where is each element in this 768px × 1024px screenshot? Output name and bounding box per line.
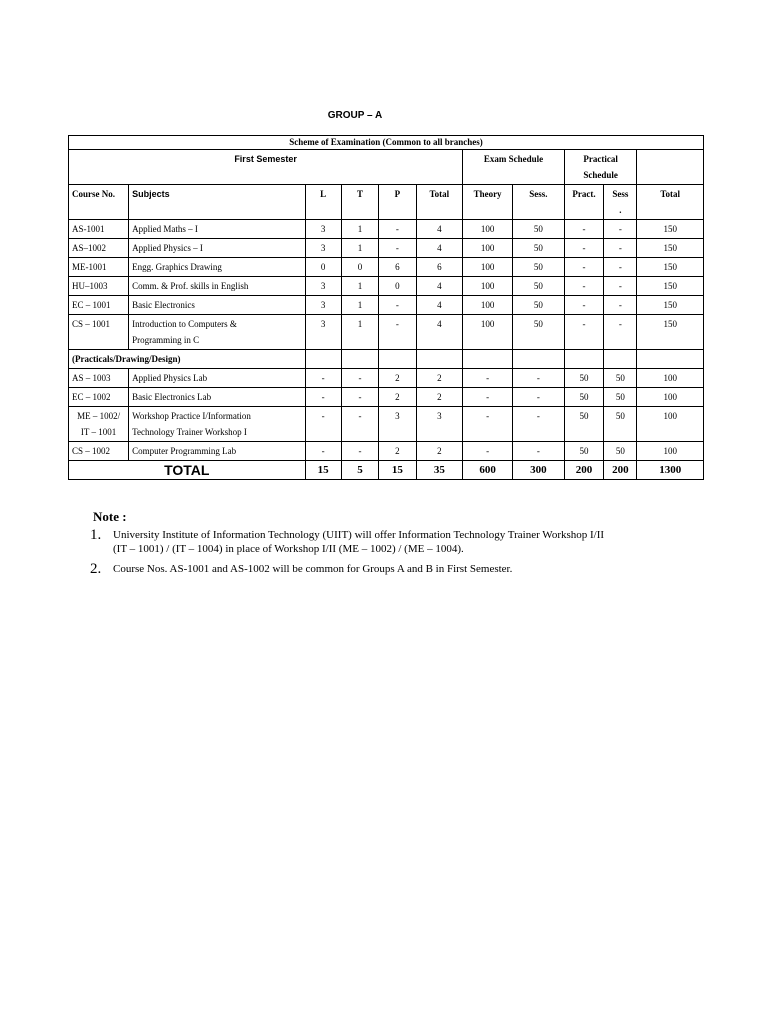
subject: Applied Physics Lab: [129, 369, 305, 388]
sess-value: -: [512, 442, 564, 461]
practical-schedule-line-2: Schedule: [583, 170, 618, 180]
grand-total-value: 100: [637, 369, 704, 388]
subject: [129, 407, 305, 442]
p-value: 6: [379, 258, 416, 277]
total-value: 4: [416, 220, 463, 239]
subject: Basic Electronics Lab: [129, 388, 305, 407]
header-practical-sess: [604, 185, 637, 220]
total-value: 2: [416, 369, 463, 388]
practical-schedule-line-1: Practical: [583, 154, 618, 164]
total-p: 15: [379, 461, 416, 480]
header-t: T: [341, 185, 378, 220]
theory-value: -: [463, 442, 513, 461]
total-value: 4: [416, 296, 463, 315]
grand-total-value: 100: [637, 442, 704, 461]
subject-line-1: Workshop Practice I/Information: [132, 411, 251, 421]
total-value: 2: [416, 442, 463, 461]
note-number: 2.: [90, 561, 102, 577]
pract-value: -: [564, 315, 603, 350]
course-no: [69, 407, 129, 442]
practical-sess-value: -: [604, 296, 637, 315]
total-sess: 300: [512, 461, 564, 480]
theory-value: 100: [463, 258, 513, 277]
p-value: 0: [379, 277, 416, 296]
table-row: [69, 258, 704, 277]
grand-total-value: 150: [637, 258, 704, 277]
subject-line-2: Programming in C: [132, 335, 200, 345]
practical-sess-value: -: [604, 315, 637, 350]
header-pract: Pract.: [564, 185, 603, 220]
table-row: [69, 296, 704, 315]
sess-value: 50: [512, 296, 564, 315]
l-value: 3: [305, 277, 341, 296]
header-subjects: Subjects: [129, 185, 305, 220]
note-item: [90, 528, 620, 556]
theory-value: 100: [463, 220, 513, 239]
practical-sess-value: 50: [604, 442, 637, 461]
note-number: 1.: [90, 527, 102, 543]
total-t: 5: [341, 461, 378, 480]
note-text: University Institute of Information Technology (UIIT) will offer Information Technology Trainer Workshop I/II (IT – 1001) / (IT – 1004) in place of Workshop I/II (ME – 1002) / (ME – 1004).: [113, 529, 605, 555]
course-no: AS–1002: [69, 239, 129, 258]
pract-value: 50: [564, 442, 603, 461]
header-sess: Sess.: [512, 185, 564, 220]
l-value: -: [305, 388, 341, 407]
total-label: TOTAL: [69, 461, 306, 480]
notes-title: Note :: [93, 509, 127, 524]
sess-value: -: [512, 407, 564, 442]
total-pract: 200: [564, 461, 603, 480]
subject: [129, 315, 305, 350]
pract-value: 50: [564, 388, 603, 407]
table-row: [69, 220, 704, 239]
practical-sess-value: 50: [604, 369, 637, 388]
practical-sess-value: 50: [604, 407, 637, 442]
total-value: 6: [416, 258, 463, 277]
course-no-line-1: ME – 1002/: [77, 411, 121, 421]
course-no: EC – 1002: [69, 388, 129, 407]
total-theory: 600: [463, 461, 513, 480]
first-semester-header: First Semester: [69, 150, 463, 185]
table-row: [69, 277, 704, 296]
theory-value: 100: [463, 296, 513, 315]
subject: Basic Electronics: [129, 296, 305, 315]
theory-value: -: [463, 407, 513, 442]
examination-scheme-table: [68, 135, 704, 480]
course-no: ME-1001: [69, 258, 129, 277]
practical-sess-value: -: [604, 258, 637, 277]
group-title: GROUP – A: [327, 110, 383, 121]
empty-cell: [604, 350, 637, 369]
empty-cell: [341, 350, 378, 369]
pract-value: -: [564, 220, 603, 239]
theory-value: -: [463, 388, 513, 407]
practicals-heading-row: [69, 350, 704, 369]
course-no: AS – 1003: [69, 369, 129, 388]
note-text: Course Nos. AS-1001 and AS-1002 will be common for Groups A and B in First Semester.: [113, 563, 513, 575]
sess-value: 50: [512, 258, 564, 277]
sess-value: 50: [512, 220, 564, 239]
p-value: -: [379, 220, 416, 239]
practical-sess-value: -: [604, 220, 637, 239]
p-value: 2: [379, 369, 416, 388]
pract-value: 50: [564, 369, 603, 388]
grand-total-value: 150: [637, 239, 704, 258]
table-row: [69, 315, 704, 350]
practical-sess-value: -: [604, 277, 637, 296]
empty-cell: [637, 350, 704, 369]
empty-cell: [379, 350, 416, 369]
t-value: 1: [341, 277, 378, 296]
p-value: -: [379, 315, 416, 350]
p-value: 2: [379, 388, 416, 407]
empty-cell: [416, 350, 463, 369]
practical-sess-value: 50: [604, 388, 637, 407]
grand-total-value: 100: [637, 388, 704, 407]
t-value: -: [341, 388, 378, 407]
t-value: 1: [341, 315, 378, 350]
empty-cell: [512, 350, 564, 369]
header-p: P: [379, 185, 416, 220]
grand-total-value: 100: [637, 407, 704, 442]
p-value: -: [379, 296, 416, 315]
total-practical-sess: 200: [604, 461, 637, 480]
total-value: 4: [416, 315, 463, 350]
column-header-row: [69, 185, 704, 220]
course-no: EC – 1001: [69, 296, 129, 315]
total-total: 35: [416, 461, 463, 480]
header-theory: Theory: [463, 185, 513, 220]
theory-value: -: [463, 369, 513, 388]
l-value: -: [305, 442, 341, 461]
theory-value: 100: [463, 239, 513, 258]
grand-total-value: 150: [637, 220, 704, 239]
total-value: 2: [416, 388, 463, 407]
t-value: 1: [341, 239, 378, 258]
header-course-no: Course No.: [69, 185, 129, 220]
total-grand-total: 1300: [637, 461, 704, 480]
total-value: 4: [416, 277, 463, 296]
l-value: 3: [305, 315, 341, 350]
header-grand-total: Total: [637, 185, 704, 220]
table-row: [69, 369, 704, 388]
l-value: 3: [305, 296, 341, 315]
note-item: [90, 562, 620, 576]
table-row: [69, 239, 704, 258]
header-l: L: [305, 185, 341, 220]
table-row: [69, 442, 704, 461]
l-value: 3: [305, 220, 341, 239]
l-value: 0: [305, 258, 341, 277]
l-value: 3: [305, 239, 341, 258]
t-value: 1: [341, 220, 378, 239]
empty-cell: [564, 350, 603, 369]
course-no-line-2: IT – 1001: [80, 427, 117, 437]
header-practical-sess-text: Sess: [612, 189, 629, 199]
subject-line-1: Introduction to Computers &: [132, 319, 237, 329]
grand-total-value: 150: [637, 296, 704, 315]
table-caption: Scheme of Examination (Common to all branches): [69, 136, 704, 150]
exam-schedule-header: Exam Schedule: [463, 150, 565, 185]
table-row: [69, 388, 704, 407]
subject: Applied Physics – I: [129, 239, 305, 258]
course-no: AS-1001: [69, 220, 129, 239]
subject: Computer Programming Lab: [129, 442, 305, 461]
course-no: CS – 1001: [69, 315, 129, 350]
total-value: 4: [416, 239, 463, 258]
sess-value: -: [512, 369, 564, 388]
empty-cell: [305, 350, 341, 369]
total-l: 15: [305, 461, 341, 480]
subject-line-2: Technology Trainer Workshop I: [132, 427, 247, 437]
course-no: CS – 1002: [69, 442, 129, 461]
course-no: HU–1003: [69, 277, 129, 296]
grand-total-value: 150: [637, 315, 704, 350]
p-value: 3: [379, 407, 416, 442]
t-value: 1: [341, 296, 378, 315]
pract-value: -: [564, 258, 603, 277]
practical-schedule-header: [564, 150, 637, 185]
l-value: -: [305, 369, 341, 388]
pract-value: -: [564, 277, 603, 296]
pract-value: -: [564, 239, 603, 258]
notes-section: [90, 510, 620, 582]
sess-value: -: [512, 388, 564, 407]
t-value: -: [341, 442, 378, 461]
sess-value: 50: [512, 315, 564, 350]
subject: Engg. Graphics Drawing: [129, 258, 305, 277]
total-value: 3: [416, 407, 463, 442]
pract-value: 50: [564, 407, 603, 442]
header-total: Total: [416, 185, 463, 220]
theory-value: 100: [463, 315, 513, 350]
t-value: 0: [341, 258, 378, 277]
theory-value: 100: [463, 277, 513, 296]
practicals-heading: (Practicals/Drawing/Design): [69, 350, 306, 369]
p-value: -: [379, 239, 416, 258]
subject: Applied Maths – I: [129, 220, 305, 239]
empty-cell: [463, 350, 513, 369]
l-value: -: [305, 407, 341, 442]
grand-total-value: 150: [637, 277, 704, 296]
sess-value: 50: [512, 277, 564, 296]
pract-value: -: [564, 296, 603, 315]
sess-value: 50: [512, 239, 564, 258]
total-row: [69, 461, 704, 480]
header-practical-sess-dot: .: [619, 205, 622, 215]
practical-sess-value: -: [604, 239, 637, 258]
t-value: -: [341, 369, 378, 388]
t-value: -: [341, 407, 378, 442]
table-row: [69, 407, 704, 442]
p-value: 2: [379, 442, 416, 461]
subject: Comm. & Prof. skills in English: [129, 277, 305, 296]
empty-header-cell: [637, 150, 704, 185]
